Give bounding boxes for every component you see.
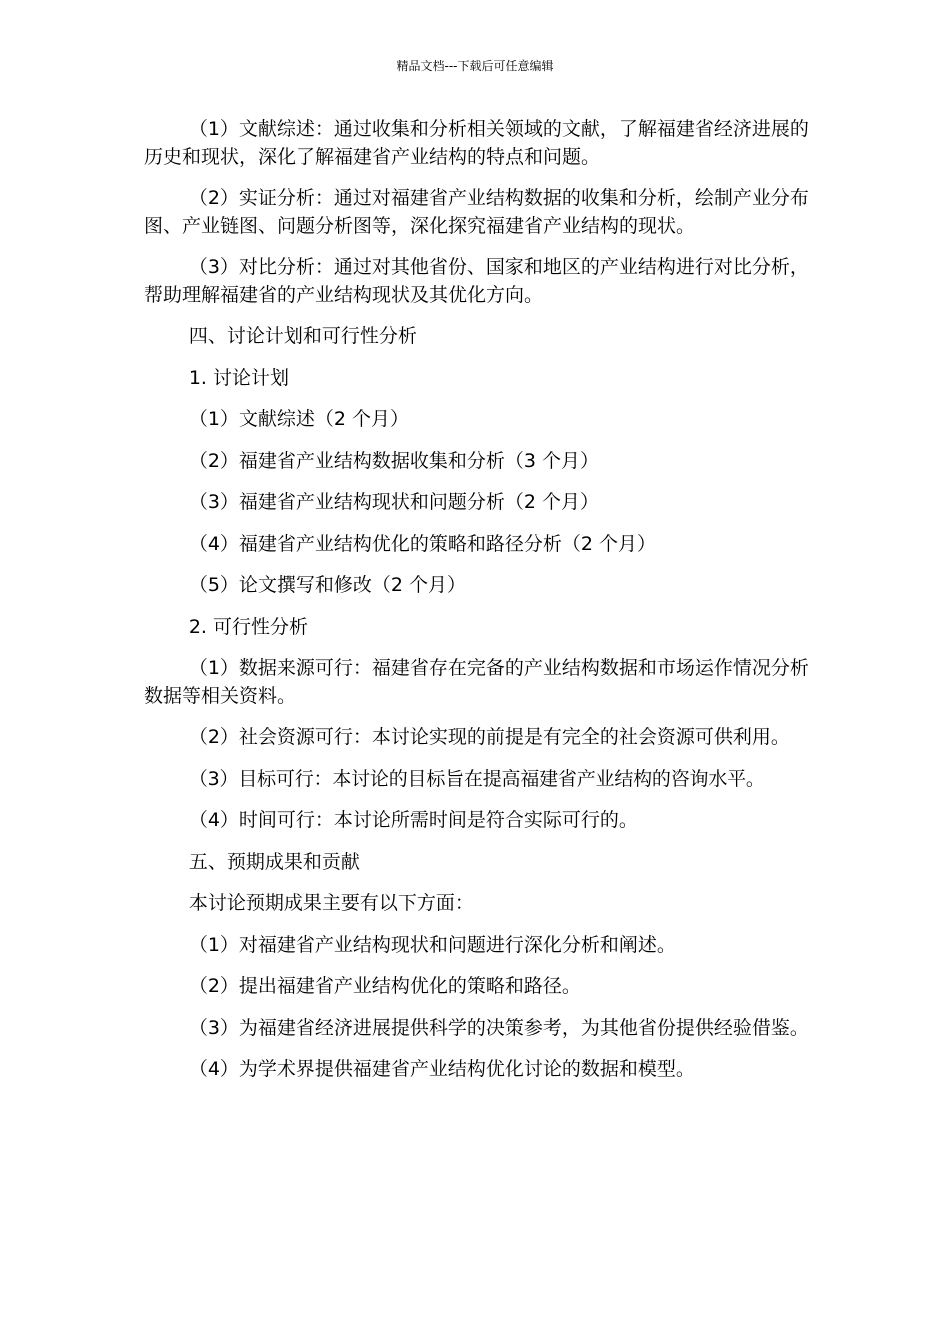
feasibility-item-1: （1）数据来源可行：福建省存在完备的产业结构数据和市场运作情况分析数据等相关资料。	[144, 657, 809, 707]
outcome-item-2: （2）提出福建省产业结构优化的策略和路径。	[188, 975, 581, 997]
paragraph-method-literature-review: （1）文献综述：通过收集和分析相关领域的文献，了解福建省经济进展的历史和现状，深化了解福建省产业结构的特点和问题。	[144, 118, 809, 168]
section-heading-outcomes: 五、预期成果和贡献	[188, 850, 360, 873]
plan-item-3: （3）福建省产业结构现状和问题分析（2 个月）	[188, 491, 600, 513]
outcomes-intro: 本讨论预期成果主要有以下方面：	[188, 892, 474, 914]
plan-item-1: （1）文献综述（2 个月）	[188, 408, 410, 430]
subheading-feasibility: 2. 可行性分析	[188, 615, 308, 638]
paragraph-method-comparative-analysis: （3）对比分析：通过对其他省份、国家和地区的产业结构进行对比分析，帮助理解福建省的产业结构现状及其优化方向。	[144, 256, 809, 306]
paragraph-method-empirical-analysis: （2）实证分析：通过对福建省产业结构数据的收集和分析，绘制产业分布图、产业链图、问题分析图等，深化探究福建省产业结构的现状。	[144, 187, 809, 237]
feasibility-item-2: （2）社会资源可行：本讨论实现的前提是有完全的社会资源可供利用。	[188, 726, 790, 748]
outcome-item-4: （4）为学术界提供福建省产业结构优化讨论的数据和模型。	[188, 1058, 695, 1080]
outcome-item-1: （1）对福建省产业结构现状和问题进行深化分析和阐述。	[188, 933, 676, 956]
subheading-research-plan: 1. 讨论计划	[188, 366, 289, 389]
plan-item-4: （4）福建省产业结构优化的策略和路径分析（2 个月）	[188, 532, 657, 555]
section-heading-plan-feasibility: 四、讨论计划和可行性分析	[188, 325, 417, 347]
page-header: 精品文档---下载后可任意编辑	[396, 59, 554, 73]
plan-item-5: （5）论文撰写和修改（2 个月）	[188, 574, 467, 596]
outcome-item-3: （3）为福建省经济进展提供科学的决策参考，为其他省份提供经验借鉴。	[188, 1016, 809, 1039]
document-body	[144, 116, 814, 1098]
feasibility-item-3: （3）目标可行：本讨论的目标旨在提高福建省产业结构的咨询水平。	[188, 767, 765, 790]
feasibility-item-4: （4）时间可行：本讨论所需时间是符合实际可行的。	[188, 809, 638, 831]
plan-item-2: （2）福建省产业结构数据收集和分析（3 个月）	[188, 449, 600, 472]
